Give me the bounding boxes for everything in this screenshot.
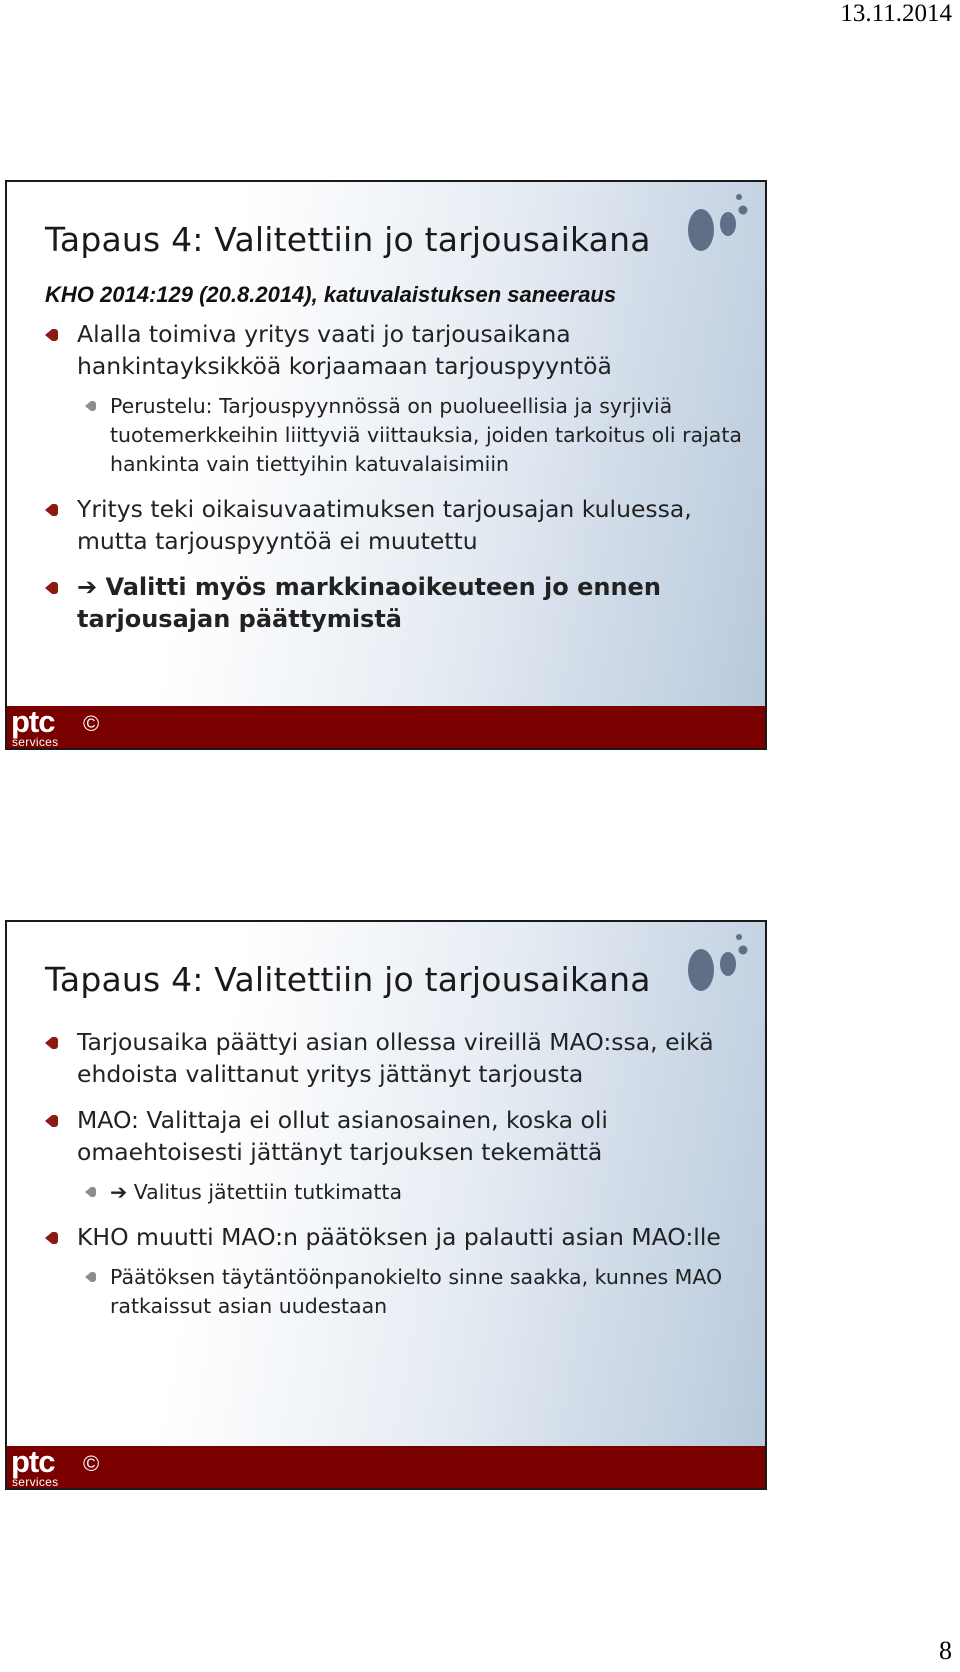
slide-content bbox=[45, 1026, 745, 1335]
sub-bullet-item bbox=[45, 392, 745, 479]
bullet-item bbox=[45, 571, 745, 635]
bullet-text: Valitti myös markkinaoikeuteen jo ennen tarjousajan päättymistä bbox=[77, 573, 661, 633]
bullet-text: Alalla toimiva yritys vaati jo tarjousaikana hankintayksikköä korjaamaan tarjouspyyntöä bbox=[77, 320, 612, 380]
page-number: 8 bbox=[939, 1636, 952, 1665]
case-reference: KHO 2014:129 (20.8.2014), katuvalaistuksen saneeraus bbox=[45, 282, 617, 307]
slide-footer bbox=[7, 1446, 765, 1488]
wedge-bullet-icon bbox=[85, 401, 96, 411]
ptc-services-logo bbox=[11, 1444, 77, 1489]
logo-text: ptc bbox=[11, 1444, 55, 1479]
sub-bullet-text: Perustelu: Tarjouspyynnössä on puolueellisia ja syrjiviä tuotemerkkeihin liittyviä viittauksia, joiden tarkoitus oli rajata hankinta vain tiettyihin katuvalaisimiin bbox=[110, 394, 742, 476]
bullet-text: MAO: Valittaja ei ollut asianosainen, koska oli omaehtoisesti jättänyt tarjouksen tekemättä bbox=[77, 1106, 608, 1166]
page-date: 13.11.2014 bbox=[840, 0, 952, 27]
wedge-bullet-icon bbox=[45, 329, 58, 341]
wedge-bullet-icon bbox=[45, 504, 58, 516]
logo-subtext: services bbox=[12, 735, 59, 749]
wedge-bullet-icon bbox=[85, 1272, 96, 1282]
slide-title: Tapaus 4: Valitettiin jo tarjousaikana bbox=[45, 960, 651, 999]
logo-text: ptc bbox=[11, 704, 55, 739]
decorative-circles-icon bbox=[685, 928, 759, 994]
sub-bullet-text: Valitus jätettiin tutkimatta bbox=[133, 1180, 403, 1204]
copyright-mark: © bbox=[83, 1451, 100, 1476]
slide-title: Tapaus 4: Valitettiin jo tarjousaikana bbox=[45, 220, 651, 259]
slide-content bbox=[45, 282, 745, 649]
wedge-bullet-icon bbox=[45, 1232, 58, 1244]
bullet-text: Yritys teki oikaisuvaatimuksen tarjousajan kuluessa, mutta tarjouspyyntöä ei muutettu bbox=[77, 495, 692, 555]
sub-bullet-item bbox=[45, 1178, 745, 1207]
sub-bullet-text: Päätöksen täytäntöönpanokielto sinne saakka, kunnes MAO ratkaissut asian uudestaan bbox=[110, 1265, 723, 1318]
bullet-item bbox=[45, 1221, 745, 1253]
ptc-services-logo bbox=[11, 704, 77, 749]
copyright-mark: © bbox=[83, 711, 100, 736]
logo-subtext: services bbox=[12, 1475, 59, 1489]
slide-1 bbox=[5, 180, 767, 750]
bullet-item bbox=[45, 1026, 745, 1090]
wedge-bullet-icon bbox=[45, 1037, 58, 1049]
right-arrow-icon: ➔ bbox=[110, 1180, 134, 1204]
decorative-circles-icon bbox=[685, 188, 759, 254]
wedge-bullet-icon bbox=[85, 1187, 96, 1197]
slide-footer bbox=[7, 706, 765, 748]
bullet-text: Tarjousaika päättyi asian ollessa vireillä MAO:ssa, eikä ehdoista valittanut yritys jättänyt tarjousta bbox=[77, 1028, 714, 1088]
slide-2 bbox=[5, 920, 767, 1490]
bullet-text: KHO muutti MAO:n päätöksen ja palautti asian MAO:lle bbox=[77, 1223, 721, 1251]
sub-bullet-item bbox=[45, 1263, 745, 1321]
bullet-item bbox=[45, 493, 745, 557]
wedge-bullet-icon bbox=[45, 582, 58, 594]
right-arrow-icon: ➔ bbox=[77, 573, 106, 601]
bullet-item bbox=[45, 318, 745, 382]
wedge-bullet-icon bbox=[45, 1115, 58, 1127]
bullet-item bbox=[45, 1104, 745, 1168]
